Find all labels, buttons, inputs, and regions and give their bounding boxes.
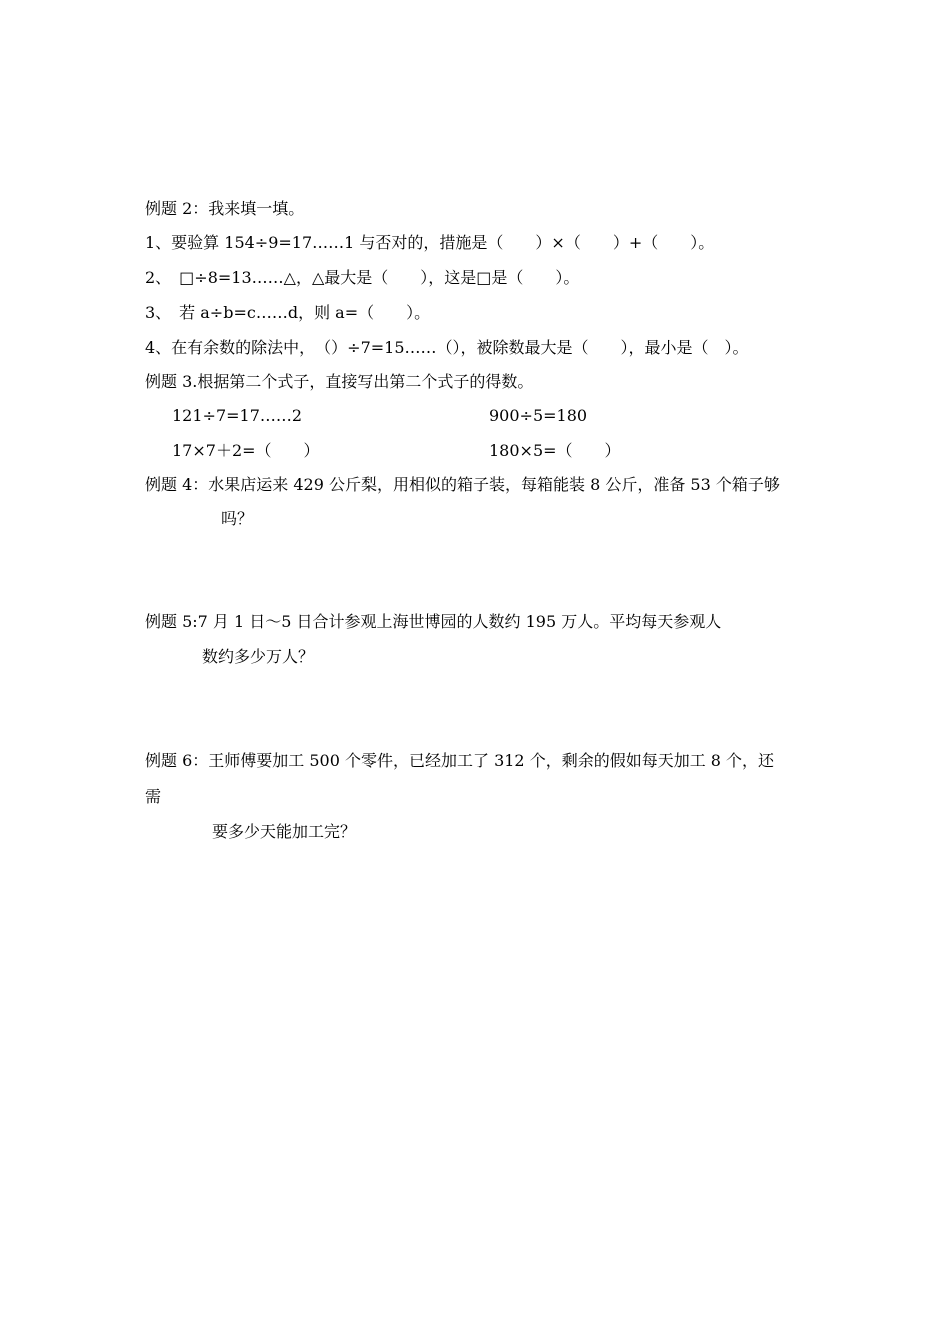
example2-heading: 例题 2：我来填一填。 bbox=[145, 199, 305, 218]
example3-left-given: 121÷7=17……2 bbox=[172, 406, 303, 425]
example3-right-given: 900÷5=180 bbox=[489, 406, 588, 425]
example2-question-3: 3、 若 a÷b=c……d，则 a=（ ）。 bbox=[145, 303, 431, 322]
example6-line-3: 要多少天能加工完？ bbox=[212, 822, 357, 841]
example5-line-1: 例题 5:7 月 1 日～5 日合计参观上海世博园的人数约 195 万人。平均每天参观人 bbox=[145, 612, 722, 631]
example2-question-4: 4、在有余数的除法中， （）÷7=15……（），被除数最大是（ ），最小是（ ）。 bbox=[145, 338, 749, 357]
example6-line-2: 需 bbox=[145, 787, 162, 806]
example5-line-2: 数约多少万人？ bbox=[202, 647, 315, 666]
example4-line-1: 例题 4：水果店运来 429 公斤梨，用相似的箱子装，每箱能装 8 公斤，准备 53 个箱子够 bbox=[145, 475, 780, 494]
example3-left-blank: 17×7＋2=（ ） bbox=[172, 441, 320, 460]
example6-line-1: 例题 6：王师傅要加工 500 个零件，已经加工了 312 个，剩余的假如每天加工 8 个，还 bbox=[145, 751, 775, 770]
example3-heading: 例题 3.根据第二个式子，直接写出第二个式子的得数。 bbox=[145, 372, 534, 391]
example2-question-2: 2、 □÷8=13……△，△最大是（ ），这是□是（ ）。 bbox=[145, 268, 580, 287]
example4-line-2: 吗？ bbox=[221, 509, 254, 528]
example2-question-1: 1、要验算 154÷9=17……1 与否对的，措施是（ ）×（ ）+（ ）。 bbox=[145, 233, 715, 252]
example3-right-blank: 180×5=（ ） bbox=[489, 441, 621, 460]
